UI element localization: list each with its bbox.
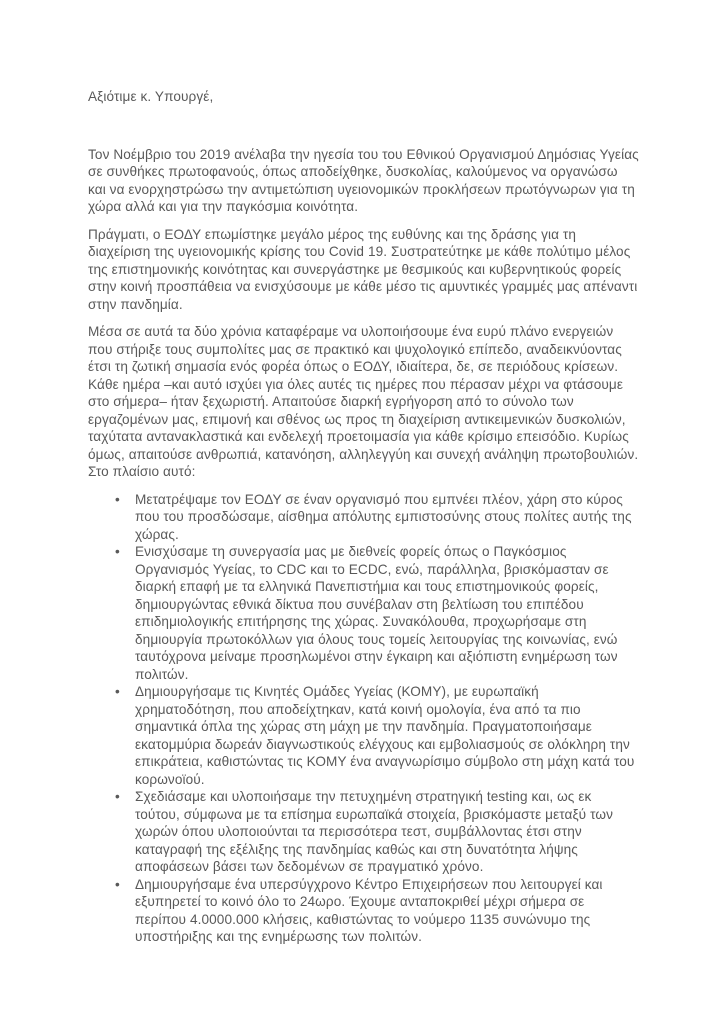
- bullet-item: [88, 683, 639, 788]
- paragraph-2: Πράγματι, ο ΕΟΔΥ επωμίστηκε μεγάλο μέρος της ευθύνης και της δράσης για τη διαχείριση της υγειονομικής κρίσης του Covid 19. Συστρατεύτηκε με κάθε πολύτιμο μέλος της επιστημονικής κοινότητας και συνεργάστηκε με θεσμικούς και κυβερνητικούς φορείς στην κοινή προσπάθεια να ενισχύσουμε με κάθε μέσο τις αμυντικές γραμμές μας απέναντι στην πανδημία.: [88, 226, 638, 312]
- bullet-text: Δημιουργήσαμε ένα υπερσύγχρονο Κέντρο Επιχειρήσεων που λειτουργεί και εξυπηρετεί το κοινό όλο το 24ωρο. Έχουμε ανταποκριθεί μέχρι σήμερα σε περίπου 4.0000.000 κλήσεις, καθιστώντας το νούμερο 1135 συνώνυμο της υποστήριξης και της ενημέρωσης των πολιτών.: [135, 876, 603, 944]
- bullet-list: [88, 491, 639, 946]
- bullet-marker-icon: •: [115, 544, 120, 559]
- letter-content: [88, 88, 639, 946]
- bullet-marker-icon: •: [115, 789, 120, 804]
- bullet-text: Μετατρέψαμε τον ΕΟΔΥ σε έναν οργανισμό που εμπνέει πλέον, χάρη στο κύρος που του προσδώσαμε, αίσθημα απόλυτης εμπιστοσύνης στους πολίτες αυτής της χώρας.: [135, 491, 632, 542]
- bullet-marker-icon: •: [115, 491, 120, 507]
- bullet-marker-icon: •: [115, 684, 120, 699]
- bullet-item: [88, 876, 639, 946]
- paragraph-1: Τον Νοέμβριο του 2019 ανέλαβα την ηγεσία του του Εθνικού Οργανισμού Δημόσιας Υγείας σε συνθήκες πρωτοφανούς, όπως αποδείχθηκε, δυσκολίας, καλούμενος να οργανώσω και να ενορχηστρώσω την αντιμετώπιση υγειονομικών προκλήσεων πρωτόγνωρων για τη χώρα αλλά και για την παγκόσμια κοινότητα.: [88, 146, 639, 214]
- bullet-text: Ενισχύσαμε τη συνεργασία μας με διεθνείς φορείς όπως ο Παγκόσμιος Οργανισμός Υγείας, το CDC και το ECDC, ενώ, παράλληλα, βρισκόμασταν σε διαρκή επαφή με τα ελληνικά Πανεπιστήμια και τους επιστημονικούς φορείς, δημιουργώντας εθνικά δίκτυα που συνέβαλαν στη βελτίωση του επιπέδου επιδημιολογικής επιτήρησης της χώρας. Συνακόλουθα, προχωρήσαμε στη δημιουργία πρωτοκόλλων για όλους τους τομείς λειτουργίας της κοινωνίας, ενώ ταυτόχρονα μείναμε προσηλωμένοι στην έγκαιρη και αξιόπιστη ενημέρωση των πολιτών.: [135, 544, 618, 682]
- bullet-marker-icon: •: [115, 876, 120, 892]
- paragraph-3: Μέσα σε αυτά τα δύο χρόνια καταφέραμε να υλοποιήσουμε ένα ευρύ πλάνο ενεργειών που στήριξε τους συμπολίτες μας σε πρακτικό και ψυχολογικό επίπεδο, αναδεικνύοντας έτσι τη ζωτική σημασία ενός φορέα όπως ο ΕΟΔΥ, ιδιαίτερα, δε, σε περιόδους κρίσεων. Κάθε ημέρα –και αυτό ισχύει για όλες αυτές τις ημέρες που πέρασαν μέχρι να φτάσουμε στο σήμερα– ήταν ξεχωριστή. Απαιτούσε διαρκή εγρήγορση από το σύνολο των εργαζομένων μας, επιμονή και σθένος ως προς τη διαχείριση αντικειμενικών δυσκολιών, ταχύτατα αντανακλαστικά και ενδελεχή προετοιμασία για κάθε κρίσιμο επεισόδιο. Κυρίως όμως, απαιτούσε ανθρωπιά, κατανόηση, αλληλεγγύη και συνεχή ανάληψη πρωτοβουλιών. Στο πλαίσιο αυτό:: [88, 324, 639, 479]
- bullet-item: [88, 491, 639, 544]
- bullet-item: [88, 543, 639, 683]
- bullet-text: Δημιουργήσαμε τις Κινητές Ομάδες Υγείας (ΚΟΜΥ), με ευρωπαϊκή χρηματοδότηση, που αποδείχτηκαν, κατά κοινή ομολογία, ένα από τα πιο σημαντικά όπλα της χώρας στη μάχη με την πανδημία. Πραγματοποιήσαμε εκατομμύρια δωρεάν διαγνωστικούς ελέγχους και εμβολιασμούς σε ολόκληρη την επικράτεια, καθιστώντας τις ΚΟΜΥ ένα αναγνωρίσιμο σύμβολο στη μάχη κατά του κορωνοϊού.: [135, 684, 635, 787]
- salutation: Αξιότιμε κ. Υπουργέ,: [88, 89, 214, 104]
- bullet-item: [88, 788, 639, 876]
- bullet-text: Σχεδιάσαμε και υλοποιήσαμε την πετυχημένη στρατηγική testing και, ως εκ τούτου, σύμφωνα με τα επίσημα ευρωπαϊκά στοιχεία, βρισκόμαστε μεταξύ των χωρών όπου υλοποιούνται τα περισσότερα τεστ, συμβάλλοντας έτσι στην καταγραφή της εξέλιξης της πανδημίας καθώς και στη δυνατότητα λήψης αποφάσεων βάσει των δεδομένων σε πραγματικό χρόνο.: [135, 789, 613, 874]
